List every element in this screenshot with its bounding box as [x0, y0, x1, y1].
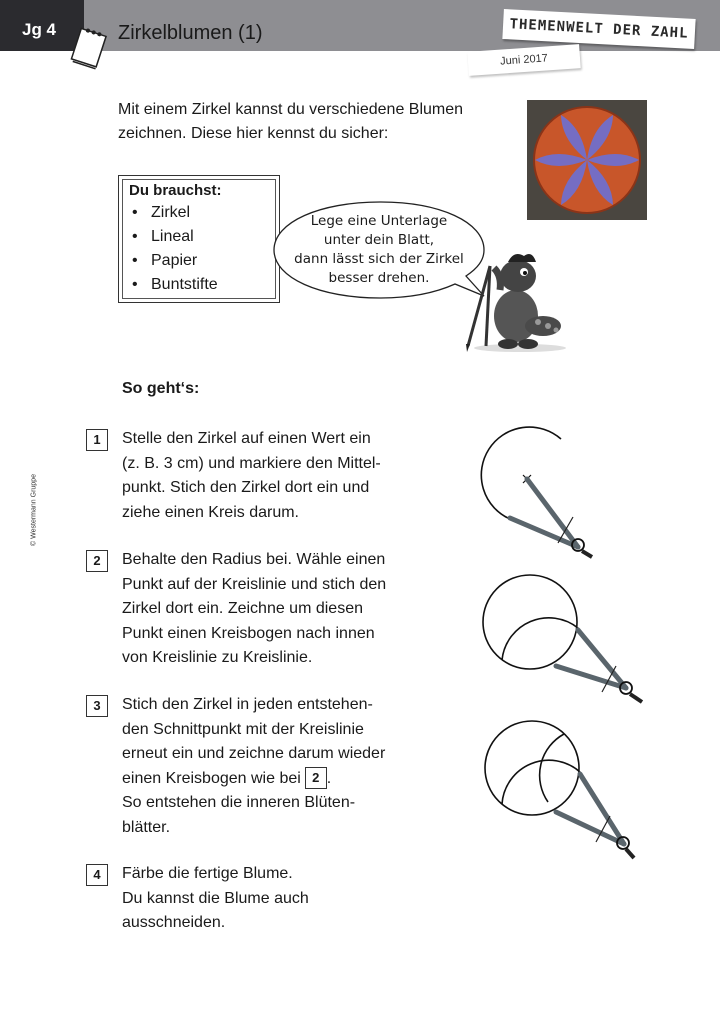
notepad-icon [70, 24, 110, 70]
step-text: Stich den Zirkel in jeden entstehen- den Schnittpunkt mit der Kreislinie erneut ein und zeichne darum wieder einen Kreisbogen wie bei 2 . So entstehen die inneren Blüten- blätter. [122, 693, 442, 840]
step-4 [86, 862, 446, 942]
flower-photo [527, 100, 647, 220]
step-3 [86, 693, 446, 843]
step-1 [86, 427, 446, 527]
material-item: • Zirkel [129, 201, 269, 225]
step-text-line-with-ref: einen Kreisbogen wie bei 2 . [122, 767, 442, 792]
step-number: 4 [86, 864, 108, 886]
instructions-title: So geht‘s: [122, 380, 200, 397]
step-number: 1 [86, 429, 108, 451]
step-text: Stelle den Zirkel auf einen Wert ein (z. B. 3 cm) und markiere den Mittel- punkt. Stich den Zirkel dort ein und ziehe einen Kreis darum. [122, 430, 381, 521]
step-number: 2 [86, 550, 108, 572]
dragon-mascot-illustration [458, 246, 573, 354]
theme-label: THEMENWELT DER ZAHL [502, 9, 695, 49]
intro-line: zeichnen. Diese hier kennst du sicher: [118, 125, 389, 142]
intro-line: Mit einem Zirkel kannst du verschiedene Blumen [118, 101, 464, 118]
date-label: Juni 2017 [467, 44, 580, 76]
materials-list [129, 201, 269, 297]
grade-label: Jg 4 [22, 20, 57, 39]
material-item: • Buntstifte [129, 273, 269, 297]
materials-box [118, 175, 280, 303]
material-item: • Lineal [129, 225, 269, 249]
step-2-compass-illustration [474, 570, 649, 710]
step-text: Behalte den Radius bei. Wähle einen Punkt auf der Kreislinie und stich den Zirkel dort ein. Zeichne um diesen Punkt einen Kreisbogen nach innen von Kreislinie zu Kreislinie. [122, 551, 387, 666]
step-number: 3 [86, 695, 108, 717]
sheet-title: Zirkelblumen (1) [118, 22, 263, 44]
intro-text [118, 98, 518, 146]
speech-bubble-text: Lege eine Unterlage unter dein Blatt, dann lässt sich der Zirkel besser drehen. [294, 213, 464, 286]
material-item: • Papier [129, 249, 269, 273]
materials-title: Du brauchst: [129, 182, 222, 199]
copyright: © Westermann Gruppe [30, 474, 38, 546]
step-2 [86, 548, 446, 673]
step-text: Färbe die fertige Blume. Du kannst die Blume auch ausschneiden. [122, 865, 309, 931]
step-1-compass-illustration [470, 425, 610, 565]
step-3-compass-illustration [478, 716, 643, 861]
step-reference: 2 [305, 767, 327, 789]
